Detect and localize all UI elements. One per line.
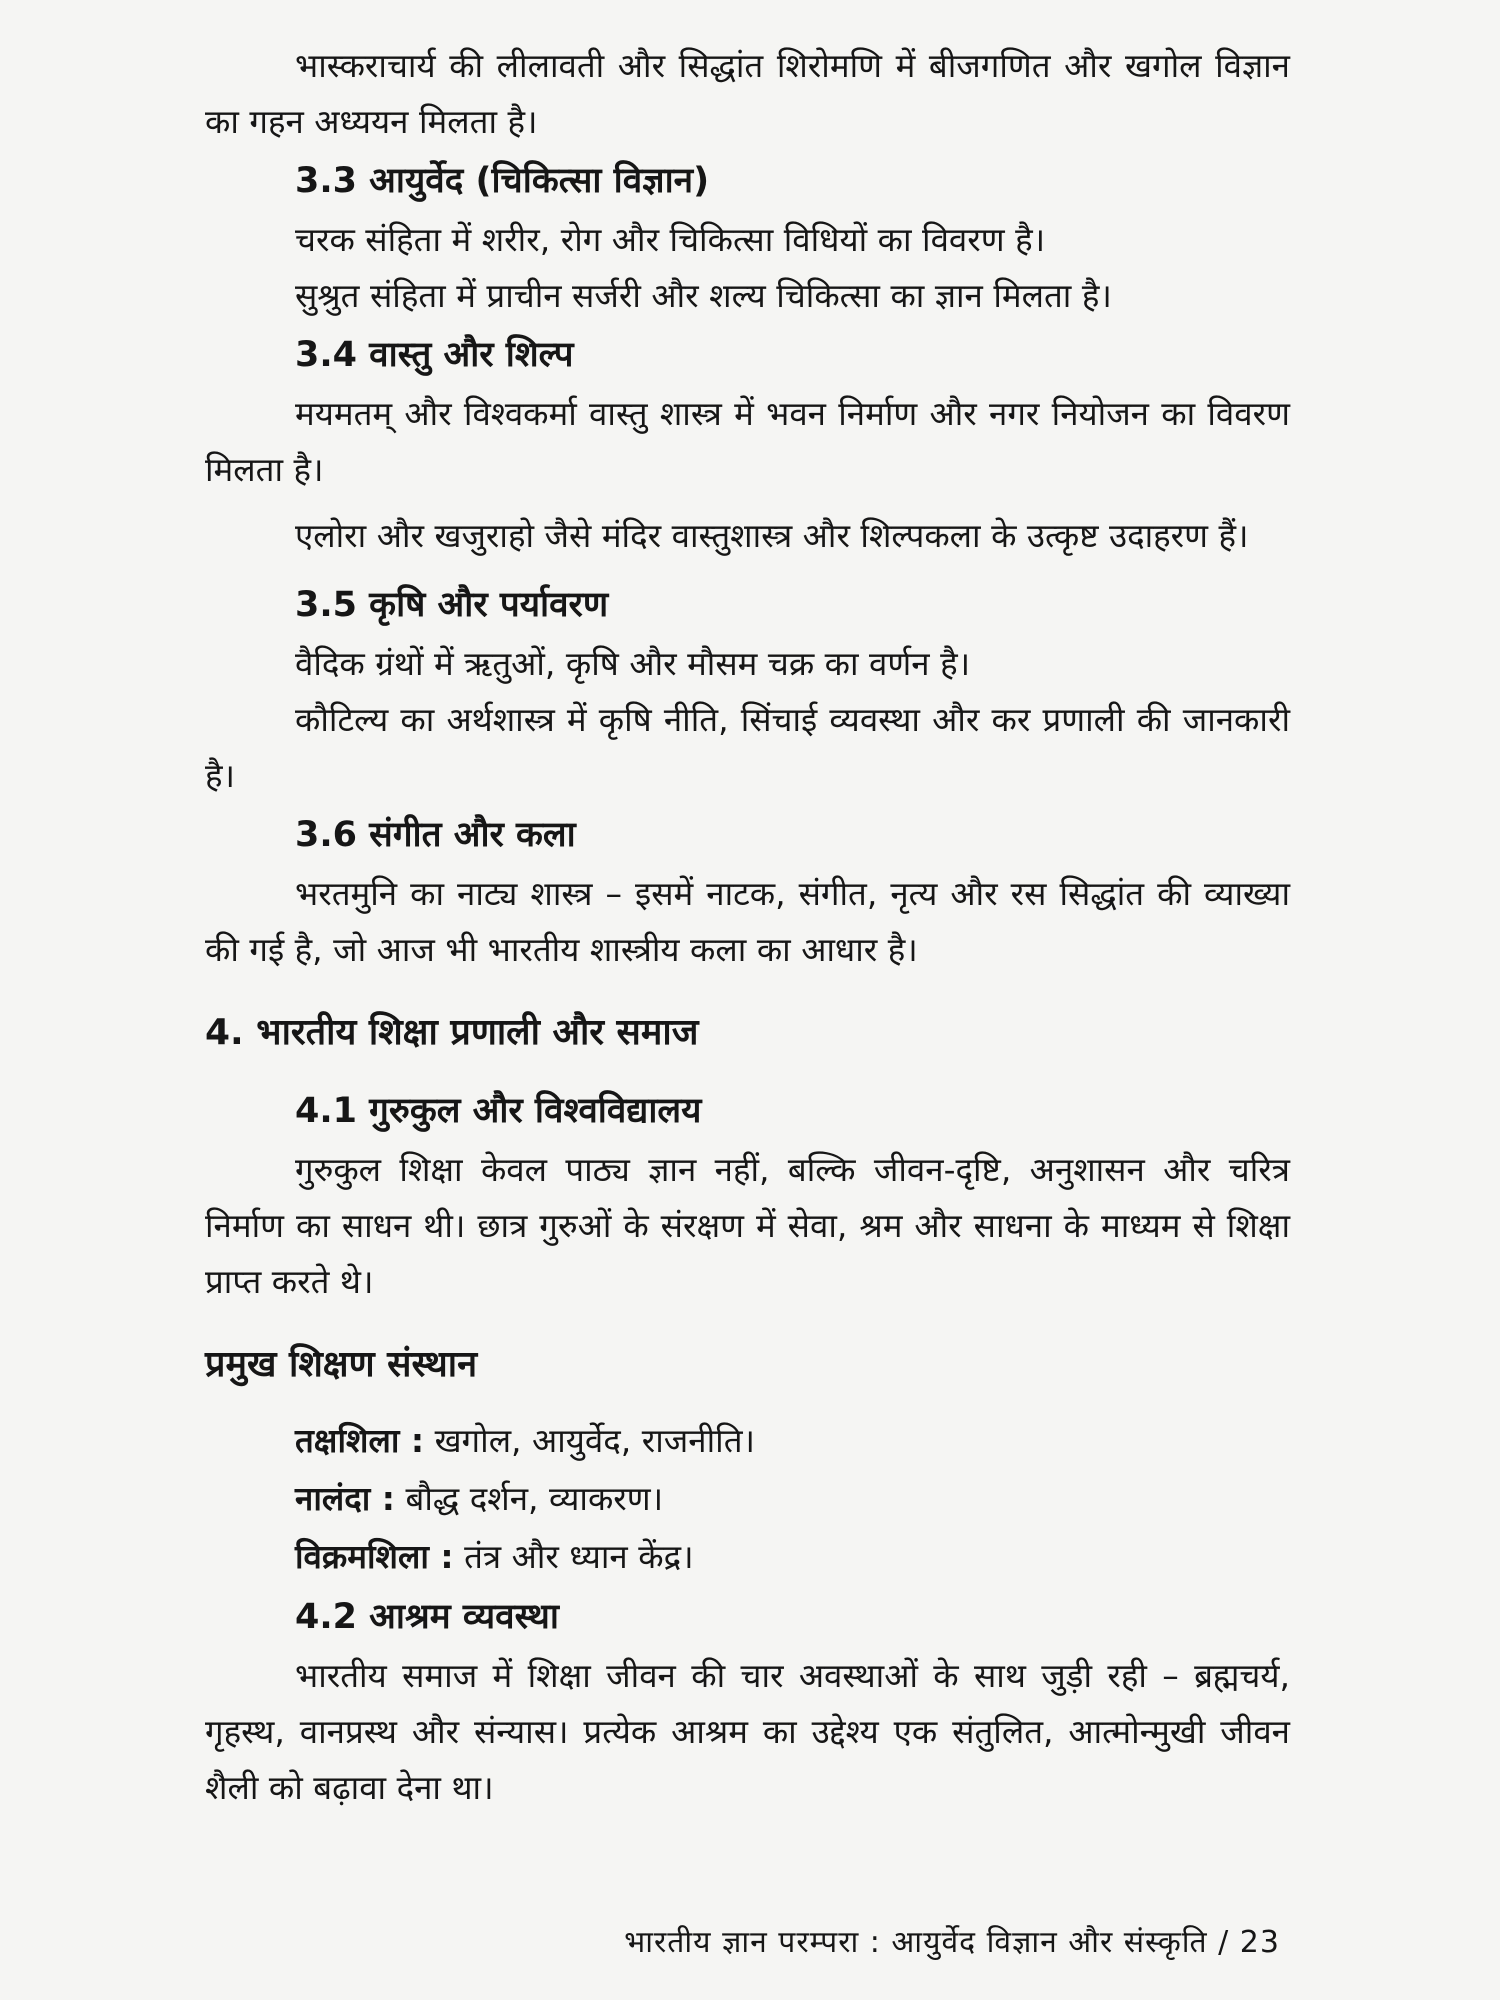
s33-line-2: सुश्रुत संहिता में प्राचीन सर्जरी और शल्य चिकित्सा का ज्ञान मिलता है। bbox=[295, 276, 1112, 315]
heading-3-4: 3.4 वास्तु और शिल्प bbox=[295, 335, 574, 375]
s35-paragraph-2: कौटिल्य का अर्थशास्त्र में कृषि नीति, सिंचाई व्यवस्था और कर प्रणाली की जानकारी है। bbox=[205, 700, 1290, 795]
s35-line-1: वैदिक ग्रंथों में ऋतुओं, कृषि और मौसम चक्र का वर्णन है। bbox=[295, 644, 971, 683]
institution-name: तक्षशिला : bbox=[295, 1421, 425, 1460]
institutions-heading: प्रमुख शिक्षण संस्थान bbox=[205, 1344, 478, 1385]
s36-paragraph-1: भरतमुनि का नाट्य शास्त्र – इसमें नाटक, संगीत, नृत्य और रस सिद्धांत की व्याख्या की गई है, जो आज भी भारतीय शास्त्रीय कला का आधार है। bbox=[205, 874, 1290, 969]
institution-item bbox=[295, 1528, 1290, 1586]
page-footer: भारतीय ज्ञान परम्परा : आयुर्वेद विज्ञान और संस्कृति / 23 bbox=[624, 1925, 1280, 1960]
heading-3-3: 3.3 आयुर्वेद (चिकित्सा विज्ञान) bbox=[295, 161, 710, 201]
s33-line-1: चरक संहिता में शरीर, रोग और चिकित्सा विधियों का विवरण है। bbox=[295, 220, 1046, 259]
s42-paragraph-1: भारतीय समाज में शिक्षा जीवन की चार अवस्थाओं के साथ जुड़ी रही – ब्रह्मचर्य, गृहस्थ, वानप्रस्थ और संन्यास। प्रत्येक आश्रम का उद्देश्य एक संतुलित, आत्मोन्मुखी जीवन शैली को बढ़ावा देना था। bbox=[205, 1656, 1290, 1807]
heading-4-2: 4.2 आश्रम व्यवस्था bbox=[295, 1597, 559, 1637]
heading-4-1: 4.1 गुरुकुल और विश्वविद्यालय bbox=[295, 1091, 702, 1131]
s41-paragraph-1: गुरुकुल शिक्षा केवल पाठ्य ज्ञान नहीं, बल्कि जीवन-दृष्टि, अनुशासन और चरित्र निर्माण का साधन थी। छात्र गुरुओं के संरक्षण में सेवा, श्रम और साधना के माध्यम से शिक्षा प्राप्त करते थे। bbox=[205, 1150, 1290, 1301]
institution-desc: तंत्र और ध्यान केंद्र। bbox=[453, 1537, 694, 1576]
institution-desc: खगोल, आयुर्वेद, राजनीति। bbox=[424, 1421, 756, 1460]
institution-item bbox=[295, 1470, 1290, 1528]
heading-3-6: 3.6 संगीत और कला bbox=[295, 815, 576, 855]
institution-item bbox=[295, 1412, 1290, 1470]
s34-paragraph-2: एलोरा और खजुराहो जैसे मंदिर वास्तुशास्त्र और शिल्पकला के उत्कृष्ट उदाहरण हैं। bbox=[295, 516, 1249, 555]
intro-paragraph: भास्कराचार्य की लीलावती और सिद्धांत शिरोमणि में बीजगणित और खगोल विज्ञान का गहन अध्ययन मिलता है। bbox=[205, 46, 1290, 141]
institution-name: विक्रमशिला : bbox=[295, 1537, 454, 1576]
page-content bbox=[205, 38, 1290, 1816]
s34-paragraph-1: मयमतम् और विश्वकर्मा वास्तु शास्त्र में भवन निर्माण और नगर नियोजन का विवरण मिलता है। bbox=[205, 394, 1290, 489]
institution-name: नालंदा : bbox=[295, 1479, 395, 1518]
heading-4: 4. भारतीय शिक्षा प्रणाली और समाज bbox=[205, 1012, 699, 1053]
institution-desc: बौद्ध दर्शन, व्याकरण। bbox=[395, 1479, 664, 1518]
heading-3-5: 3.5 कृषि और पर्यावरण bbox=[295, 585, 609, 625]
institutions-list bbox=[205, 1412, 1290, 1586]
